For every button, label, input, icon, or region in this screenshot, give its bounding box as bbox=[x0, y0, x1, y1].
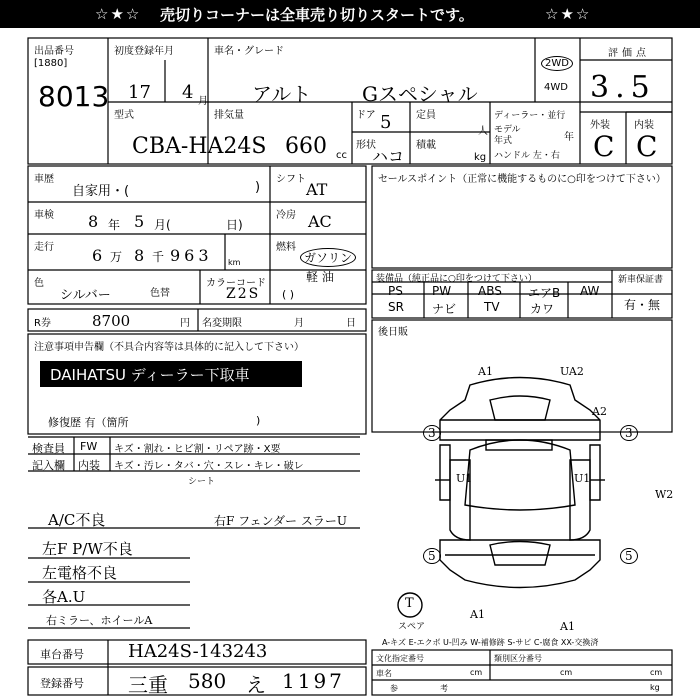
reg-month: 4 bbox=[182, 82, 194, 103]
footer-label2: 類別区分番号 bbox=[494, 654, 542, 663]
handnote-1: A/C不良 bbox=[48, 511, 106, 529]
after-label: 後日販 bbox=[378, 327, 408, 338]
chassis-value: HA24S-143243 bbox=[128, 641, 268, 662]
equip-abs: ABS bbox=[478, 284, 502, 298]
insp-month: 5 bbox=[134, 212, 145, 231]
history-label: 車歴 bbox=[34, 174, 54, 185]
footer-height: cm bbox=[650, 668, 663, 677]
interior-items: キズ・汚レ・タバ・穴・スレ・キレ・破レ bbox=[114, 461, 304, 472]
insp-day-unit: 日) bbox=[226, 218, 243, 232]
footer-label1: 文化指定番号 bbox=[376, 654, 424, 663]
mark-3-right: 3 bbox=[620, 425, 638, 441]
handle-label: ハンドル 左・右 bbox=[494, 151, 560, 161]
warranty-value: 有・無 bbox=[624, 298, 661, 312]
equipment-label: 装備品（純正品に○印をつけて下さい） bbox=[376, 274, 537, 284]
year-unit: 年 bbox=[564, 132, 574, 143]
reg-year: 17 bbox=[128, 82, 151, 103]
load-unit: kg bbox=[474, 152, 487, 163]
handnote-right: 右F フェンダー スラーU bbox=[214, 514, 347, 528]
inspector-label: 検査員 bbox=[32, 442, 65, 455]
reg-label: 初度登録年月 bbox=[114, 46, 174, 57]
record-label: 記入欄 bbox=[32, 459, 65, 472]
equip-sr: SR bbox=[388, 300, 404, 314]
cap-unit: 人 bbox=[478, 126, 488, 137]
color-value: シルバー bbox=[60, 288, 111, 303]
disp-label: 排気量 bbox=[214, 110, 244, 121]
car-diagram bbox=[398, 378, 605, 618]
equip-tv: TV bbox=[484, 300, 500, 314]
km-unit: km bbox=[228, 258, 241, 267]
lot-label: 出品番号 bbox=[34, 46, 74, 57]
disp-unit: cc bbox=[336, 150, 347, 161]
equip-aw: AW bbox=[580, 284, 600, 298]
dealer-banner: DAIHATSU ディーラー下取車 bbox=[40, 361, 302, 387]
drive-4wd: 4WD bbox=[544, 82, 568, 93]
disp-value: 660 bbox=[285, 134, 327, 159]
ac-label: 冷房 bbox=[276, 210, 296, 221]
insp-year: 8 bbox=[88, 212, 99, 231]
model-year-label2: 年式 bbox=[494, 136, 513, 146]
damage-legend: A-キズ E-エクボ U-凹み W-補修跡 S-サビ C-腐食 XX-交換済 bbox=[382, 638, 599, 647]
inspection-label: 車検 bbox=[34, 210, 54, 221]
mark-a1-rear-left: A1 bbox=[470, 608, 485, 621]
recycle-label: R券 bbox=[34, 318, 51, 329]
fuel-label: 燃料 bbox=[276, 242, 296, 253]
equip-pw: PW bbox=[432, 284, 452, 298]
load-label: 積載 bbox=[416, 140, 436, 151]
score-label: 評価点 bbox=[608, 48, 650, 59]
cap-label: 定員 bbox=[416, 110, 436, 121]
int-value: C bbox=[636, 130, 658, 163]
ac-value: AC bbox=[308, 212, 332, 231]
lot-number: 8013 bbox=[38, 80, 110, 113]
tax-label: 名変期限 bbox=[202, 318, 242, 329]
car-name: アルト bbox=[252, 82, 312, 106]
mark-w2: W2 bbox=[655, 488, 674, 501]
mark-a2-right: A2 bbox=[592, 405, 607, 418]
warranty-label: 新車保証書 bbox=[618, 275, 664, 285]
fw-items: キズ・割れ・ヒビ割・リペア跡・X要 bbox=[114, 444, 281, 455]
door-label: ドア bbox=[356, 110, 376, 121]
mark-a1-front: A1 bbox=[478, 365, 493, 378]
insp-month-unit: 月( bbox=[154, 218, 171, 232]
mark-5-left: 5 bbox=[423, 548, 441, 564]
ext-value: C bbox=[593, 130, 615, 163]
banner-stars-left: ☆★☆ bbox=[95, 5, 142, 23]
color-code-label: カラーコード bbox=[206, 278, 266, 289]
registration-kana: え bbox=[246, 673, 266, 697]
fuel-alt: 軽 油 bbox=[306, 270, 334, 284]
recycle-unit: 円 bbox=[180, 318, 190, 329]
mileage-man: 6 bbox=[92, 246, 103, 265]
car-grade: Gスペシャル bbox=[362, 82, 478, 106]
registration-number: 1197 bbox=[282, 669, 345, 693]
fuel-paren: ( ) bbox=[282, 288, 295, 301]
repair-close: ) bbox=[256, 414, 261, 427]
banner-title: 売切りコーナーは全車売り切りスタートです。 bbox=[160, 6, 474, 24]
sales-label: セールスポイント（正常に機能するものに○印をつけて下さい） bbox=[378, 174, 666, 185]
mark-ua2-front: UA2 bbox=[560, 365, 584, 378]
mark-5-right: 5 bbox=[620, 548, 638, 564]
handnote-4: 各A.U bbox=[42, 588, 86, 606]
model-label: 型式 bbox=[114, 110, 134, 121]
registration-region: 三重 bbox=[128, 673, 168, 697]
name-label: 車名・グレード bbox=[214, 46, 284, 57]
lot-sub: [1880] bbox=[34, 58, 68, 69]
handnote-3: 左電格不良 bbox=[42, 564, 118, 582]
mark-3-left: 3 bbox=[423, 425, 441, 441]
mark-a1-rear-right: A1 bbox=[560, 620, 575, 633]
spare-label: スペア bbox=[398, 622, 426, 632]
recycle-value: 8700 bbox=[92, 312, 131, 330]
mileage-label: 走行 bbox=[34, 242, 54, 253]
repair-history: 修復歴 有（箇所 bbox=[48, 416, 129, 429]
mark-u1-left: U1 bbox=[456, 472, 473, 485]
mark-spare: T bbox=[405, 596, 414, 611]
shift-label: シフト bbox=[276, 174, 306, 185]
footer-ref2: 考 bbox=[440, 684, 448, 693]
dealer-label: ディーラー・並行 bbox=[494, 111, 566, 121]
history-close: ) bbox=[255, 180, 261, 195]
mileage-rest: 963 bbox=[170, 246, 213, 265]
reg-unit: 月 bbox=[198, 96, 208, 107]
door-value: 5 bbox=[380, 112, 392, 133]
interior-label: 内装 bbox=[78, 459, 100, 472]
fw-label: FW bbox=[80, 440, 98, 453]
fuel-value: ガソリン bbox=[300, 248, 356, 267]
man-unit: 万 bbox=[110, 250, 123, 264]
tax-month: 月 bbox=[294, 318, 304, 329]
score-value: 3.5 bbox=[590, 70, 656, 105]
drive-2wd: 2WD bbox=[541, 56, 573, 71]
equip-airbag: エアB bbox=[528, 286, 561, 300]
color-label: 色 bbox=[34, 278, 44, 289]
int-label: 内装 bbox=[634, 120, 654, 131]
color-change-label: 色替 bbox=[150, 288, 170, 299]
sen-unit: 千 bbox=[152, 250, 165, 264]
registration-label: 登録番号 bbox=[40, 677, 84, 690]
ext-label: 外装 bbox=[590, 120, 610, 131]
footer-width: cm bbox=[560, 668, 573, 677]
footer-length: cm bbox=[470, 668, 483, 677]
shape-label: 形状 bbox=[356, 140, 376, 151]
history-value: 自家用・( bbox=[72, 184, 130, 199]
shape-value: ハコ bbox=[372, 147, 405, 166]
handnote-2: 左F P/W不良 bbox=[42, 540, 133, 558]
banner-stars-right: ☆★☆ bbox=[545, 5, 592, 23]
tax-day: 日 bbox=[346, 318, 356, 329]
seat-note: シート bbox=[188, 477, 216, 487]
equip-leather: カワ bbox=[530, 302, 555, 316]
mark-u1-right: U1 bbox=[574, 472, 591, 485]
footer-model-label: 車名 bbox=[376, 669, 392, 678]
equip-navi: ナビ bbox=[432, 302, 457, 316]
footer-weight: kg bbox=[650, 683, 660, 692]
color-code: Z2S bbox=[226, 286, 261, 302]
chassis-label: 車台番号 bbox=[40, 648, 84, 661]
insp-year-unit: 年 bbox=[108, 218, 121, 232]
model-value: CBA-HA24S bbox=[132, 134, 267, 159]
equip-ps: PS bbox=[388, 284, 403, 298]
footer-ref1: 参 bbox=[390, 684, 398, 693]
shift-value: AT bbox=[306, 180, 328, 199]
registration-class: 580 bbox=[188, 669, 227, 693]
model-year-label: モデル bbox=[494, 125, 521, 135]
handnote-5: 右ミラー、ホイールA bbox=[46, 614, 153, 627]
mileage-sen: 8 bbox=[134, 246, 145, 265]
notes-label: 注意事項申告欄（不具合内容等は具体的に記入して下さい） bbox=[34, 342, 304, 353]
